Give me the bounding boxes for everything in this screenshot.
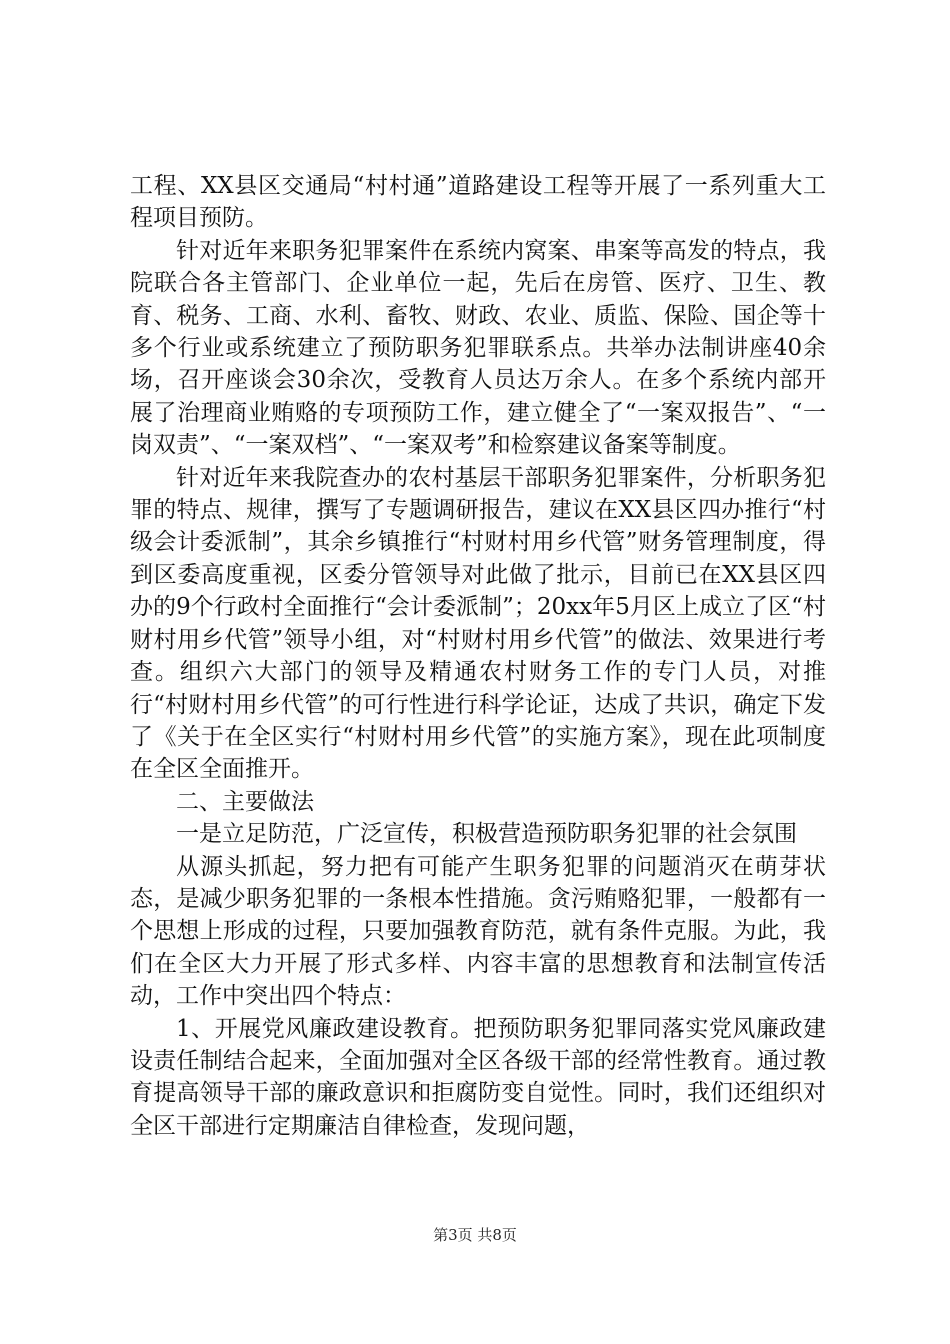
subheading-prevention-publicity: 一是立足防范，广泛宣传，积极营造预防职务犯罪的社会氛围 [176,821,797,848]
paragraph-source-prevention: 从源头抓起，努力把有可能产生职务犯罪的问题消灭在萌芽状态，是减少职务犯罪的一条根本性措施。贪污贿赂犯罪，一般都有一个思想上形成的过程，只要加强教育防范，就有条件克服。为此，我们在全区大力开展了形式多样、内容丰富的思想教育和法制宣传活动，工作中突出四个特点： [130,853,826,1010]
page-footer: 第3页 共8页 [433,1226,517,1244]
paragraph-rural-finance: 针对近年来我院查办的农村基层干部职务犯罪案件，分析职务犯罪的特点、规律，撰写了专题调研报告，建议在XX县区四办推行“村级会计委派制”，其余乡镇推行“村财村用乡代管”财务管理制度，得到区委高度重视，区委分管领导对此做了批示，目前已在XX县区四办的9个行政村全面推行“会计委派制”；20xx年5月区上成立了区“村财村用乡代管”领导小组，对“村财村用乡代管”的做法、效果进行考查。组织六大部门的领导及精通农村财务工作的专门人员，对推行“村财村用乡代管”的可行性进行科学论证，达成了共识，确定下发了《关于在全区实行“村财村用乡代管”的实施方案》，现在此项制度在全区全面推开。 [130,464,826,783]
paragraph-prevention-contacts: 针对近年来职务犯罪案件在系统内窝案、串案等高发的特点，我院联合各主管部门、企业单位一起，先后在房管、医疗、卫生、教育、税务、工商、水利、畜牧、财政、农业、质监、保险、国企等十多个行业或系统建立了预防职务犯罪联系点。共举办法制讲座40余场，召开座谈会30余次，受教育人员达万余人。在多个系统内部开展了治理商业贿赂的专项预防工作，建立健全了“一案双报告”、“一岗双责”、“一案双档”、“一案双考”和检察建议备案等制度。 [130,237,826,459]
section-heading-main-practices: 二、主要做法 [176,788,314,815]
paragraph-continuation: 工程、XX县区交通局“村村通”道路建设工程等开展了一系列重大工程项目预防。 [130,173,826,232]
paragraph-integrity-education: 1、开展党风廉政建设教育。把预防职务犯罪同落实党风廉政建设责任制结合起来，全面加强对全区各级干部的经常性教育。通过教育提高领导干部的廉政意识和拒腐防变自觉性。同时，我们还组织对全区干部进行定期廉洁自律检查，发现问题， [130,1015,826,1139]
document-body [130,170,826,1142]
